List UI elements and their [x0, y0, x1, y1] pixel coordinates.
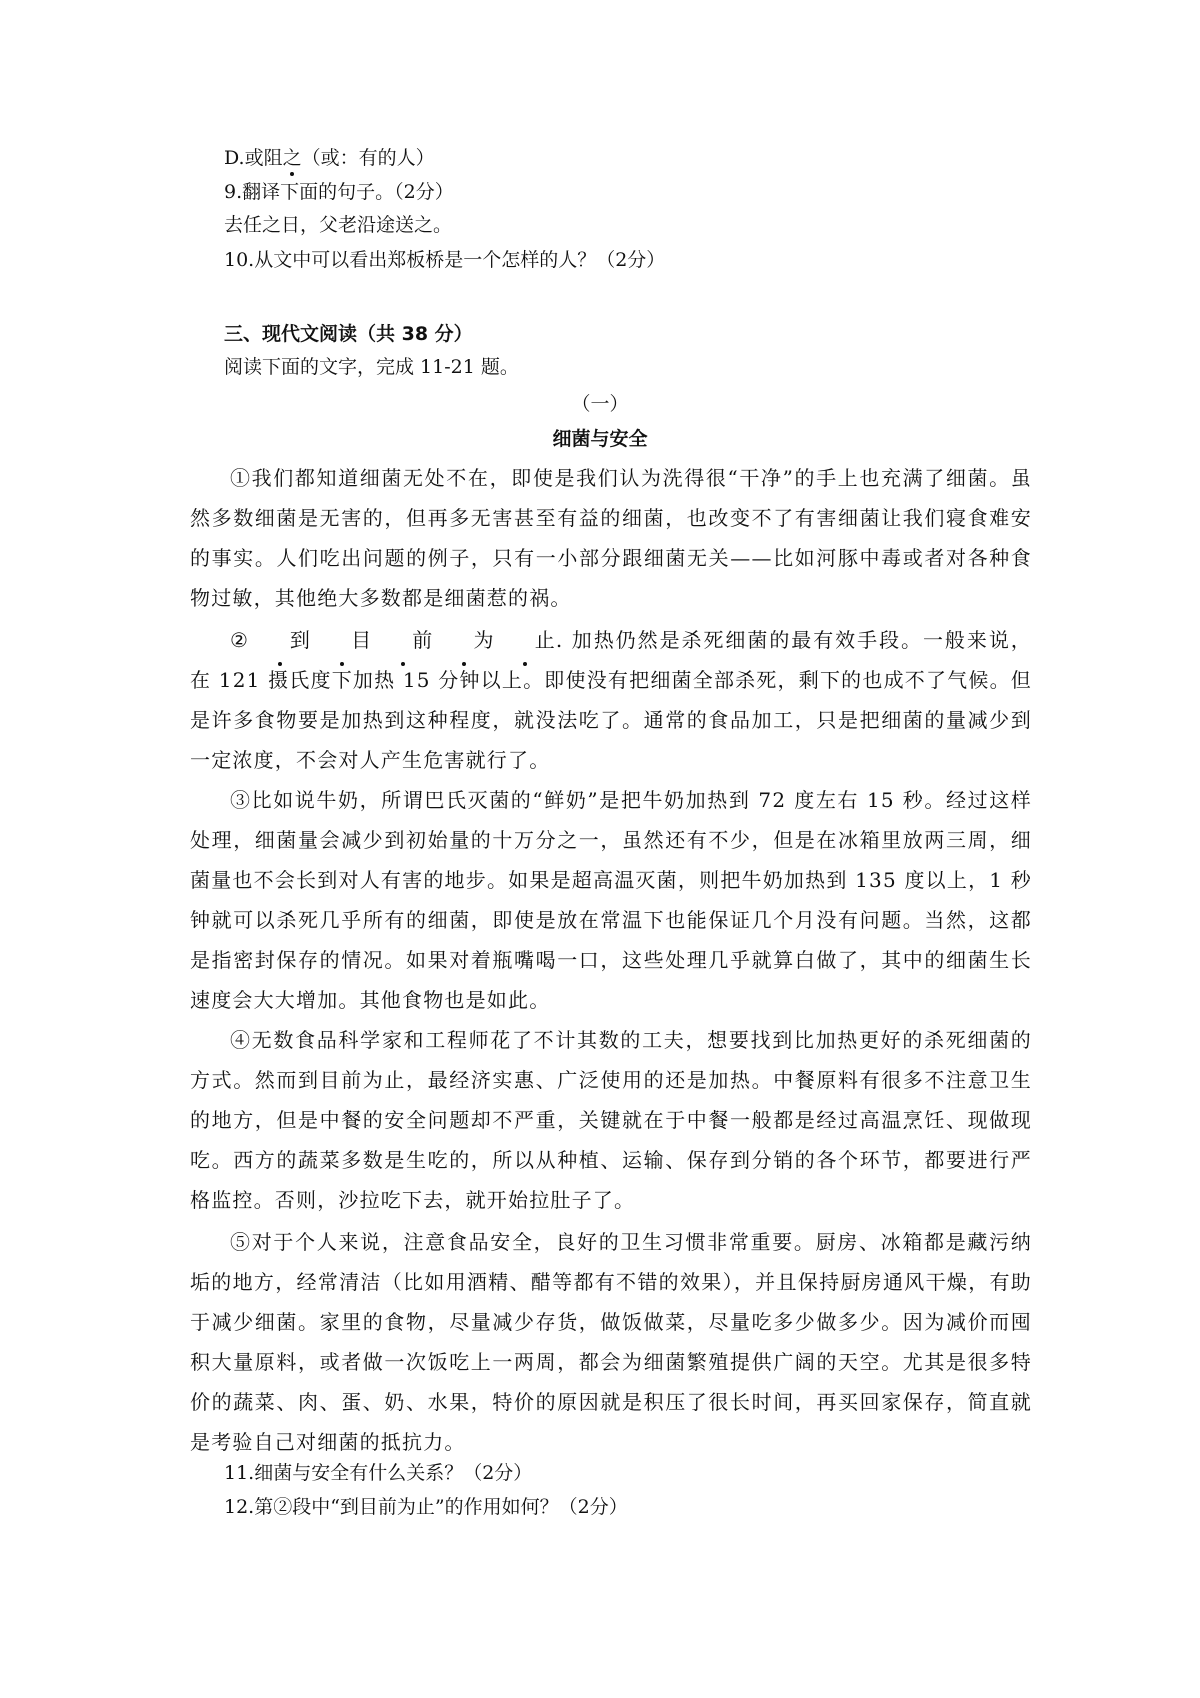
question-11: 11.细菌与安全有什么关系？（2分）: [224, 1462, 533, 1484]
dotted-char-1: 到: [250, 620, 311, 660]
section-3-heading: 三、现代文阅读（共 38 分）: [224, 323, 473, 345]
part-label: （一）: [571, 393, 629, 415]
dotted-char-3: 前: [372, 620, 433, 660]
article-paragraph-1: ①我们都知道细菌无处不在，即使是我们认为洗得很“干净”的手上也充满了细菌。虽然多数细菌是无害的，但再多无害甚至有益的细菌，也改变不了有害细菌让我们寝食难安的事实。人们吃出问题的例子，只有一小部分跟细菌无关——比如河豚中毒或者对各种食物过敏，其他绝大多数都是细菌惹的祸。: [190, 466, 1032, 610]
question-10: 10.从文中可以看出郑板桥是一个怎样的人？（2分）: [224, 249, 666, 271]
article-paragraph-3: ③比如说牛奶，所谓巴氏灭菌的“鲜奶”是把牛奶加热到 72 度左右 15 秒。经过这样处理，细菌量会减少到初始量的十万分之一，虽然还有不少，但是在冰箱里放两三周，细菌量也不会长到对人有害的地步。如果是超高温灭菌，则把牛奶加热到 135 度以上，1 秒钟就可以杀死几乎所有的细菌，即使是放在常温下也能保证几个月没有问题。当然，这都是指密封保存的情况。如果对着瓶嘴喝一口，这些处理几乎就算白做了，其中的细菌生长速度会大大增加。其他食物也是如此。: [190, 788, 1032, 1012]
paragraph-2-number: ②: [230, 628, 250, 652]
question-9: 9.翻译下面的句子。（2分）: [224, 181, 454, 203]
article-paragraph-2: [190, 620, 1032, 780]
option-d: [224, 146, 435, 170]
article-paragraph-5: ⑤对于个人来说，注意食品安全，良好的卫生习惯非常重要。厨房、冰箱都是藏污纳垢的地方，经常清洁（比如用酒精、醋等都有不错的效果），并且保持厨房通风干燥，有助于减少细菌。家里的食物，尽量减少存货，做饭做菜，尽量吃多少做多少。因为减价而囤积大量原料，或者做一次饭吃上一两周，都会为细菌繁殖提供广阔的天空。尤其是很多特价的蔬菜、肉、蛋、奶、水果，特价的原因就是积压了很长时间，再买回家保存，简直就是考验自己对细菌的抵抗力。: [190, 1230, 1032, 1454]
option-d-gloss: （或：有的人）: [301, 147, 435, 169]
section-3-instruction: 阅读下面的文字，完成 11-21 题。: [224, 356, 519, 378]
option-d-dotted-char: 之: [282, 147, 302, 169]
dotted-char-5: 止: [495, 620, 556, 660]
article-title: 细菌与安全: [552, 428, 648, 450]
question-9-sentence: 去任之日，父老沿途送之。: [224, 214, 453, 236]
dotted-char-4: 为: [434, 620, 495, 660]
question-12: 12.第②段中“到目前为止”的作用如何？（2分）: [224, 1496, 628, 1518]
paragraph-2-dotted-phrase: [250, 628, 556, 652]
article-paragraph-4: ④无数食品科学家和工程师花了不计其数的工夫，想要找到比加热更好的杀死细菌的方式。然而到目前为止，最经济实惠、广泛使用的还是加热。中餐原料有很多不注意卫生的地方，但是中餐的安全问题却不严重，关键就在于中餐一般都是经过高温烹饪、现做现吃。西方的蔬菜多数是生吃的，所以从种植、运输、保存到分销的各个环节，都要进行严格监控。否则，沙拉吃下去，就开始拉肚子了。: [190, 1028, 1032, 1212]
dotted-char-2: 目: [311, 620, 372, 660]
option-d-prefix: D.或阻: [224, 147, 283, 169]
paragraph-2-text: . 加热仍然是杀死细菌的最有效手段。一般来说，在 121 摄氏度下加热 15 分钟以上。即使没有把细菌全部杀死，剩下的也成不了气候。但是许多食物要是加热到这种程度，就没法吃了。通常的食品加工，只是把细菌的量减少到一定浓度，不会对人产生危害就行了。: [190, 628, 1032, 772]
